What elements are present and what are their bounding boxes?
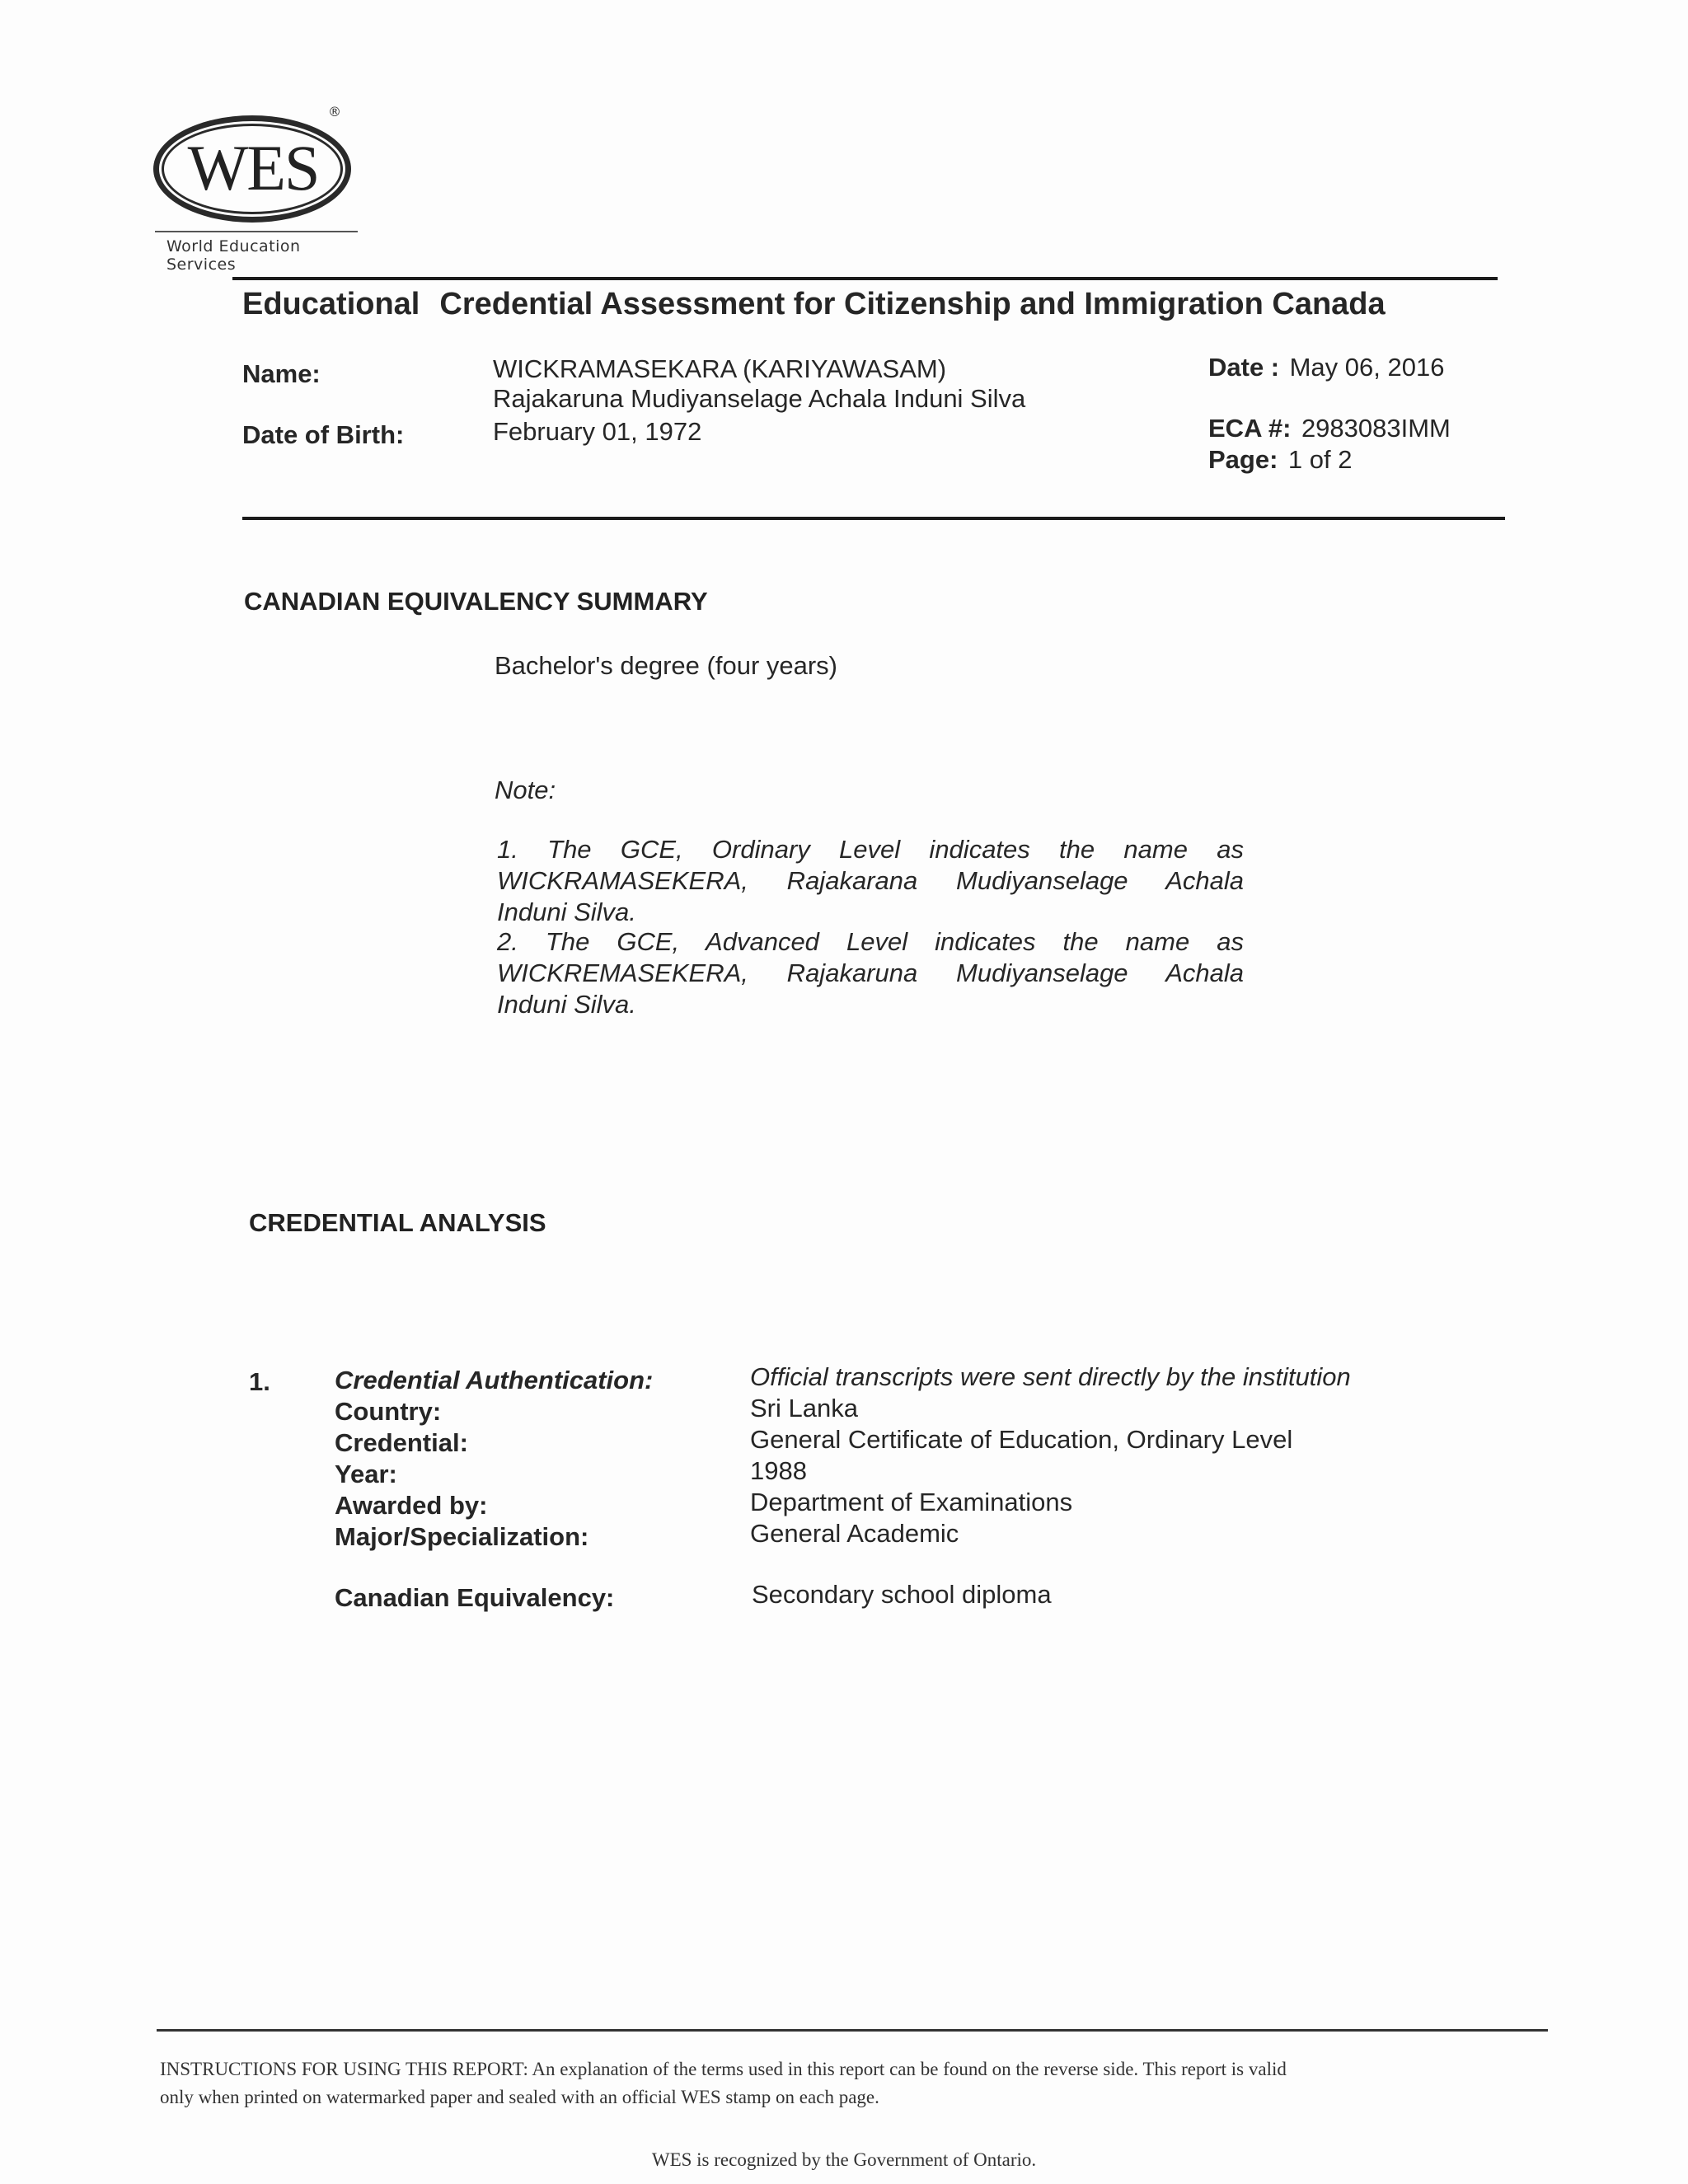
logo-mark: WES (187, 132, 319, 204)
note-1-line-2: WICKRAMASEKERA, Rajakarana Mudiyanselage Achala (497, 866, 1244, 895)
logo-tagline: World Education Services (166, 237, 301, 274)
eca-row (1208, 414, 1451, 443)
registered-mark: ® (328, 104, 341, 120)
page-row (1208, 445, 1352, 475)
header-top-rule (232, 277, 1498, 280)
credential-value: General Certificate of Education, Ordinary Level (750, 1425, 1293, 1454)
major-label: Major/Specialization: (335, 1522, 589, 1551)
page-value: 1 of 2 (1287, 445, 1353, 474)
logo-rule (155, 231, 358, 232)
country-label: Country: (335, 1397, 442, 1426)
credential-labels (335, 1365, 653, 1553)
name-label: Name: (242, 359, 321, 388)
footer-recognition: WES is recognized by the Government of Ontario. (651, 2149, 1037, 2170)
note-label: Note: (495, 776, 556, 804)
equivalency-label: Canadian Equivalency: (335, 1583, 615, 1612)
footer-instructions-line-2: only when printed on watermarked paper and sealed with an official WES stamp on each page. (160, 2087, 879, 2107)
analysis-heading: CREDENTIAL ANALYSIS (249, 1208, 546, 1237)
date-value: May 06, 2016 (1289, 353, 1445, 382)
footer-instructions-line-1: INSTRUCTIONS FOR USING THIS REPORT: An explanation of the terms used in this report can be found on the reverse side. This report is valid (160, 2059, 1287, 2079)
name-line-1: WICKRAMASEKARA (KARIYAWASAM) (493, 354, 947, 383)
summary-heading: CANADIAN EQUIVALENCY SUMMARY (244, 587, 708, 616)
title-part-2: Credential Assessment for Citizenship and Immigration Canada (439, 287, 1386, 321)
credential-item-number: 1. (249, 1367, 270, 1396)
name-line-2: Rajakaruna Mudiyanselage Achala Induni Silva (493, 384, 1026, 413)
report-title (242, 287, 1386, 322)
note-2-line-2: WICKREMASEKERA, Rajakaruna Mudiyanselage Achala (497, 958, 1244, 987)
note-2-line-3: Induni Silva. (497, 990, 636, 1019)
equivalency-value: Secondary school diploma (752, 1580, 1052, 1609)
credential-label: Credential: (335, 1428, 468, 1457)
awarded-by-label: Awarded by: (335, 1491, 488, 1520)
note-1-line-3: Induni Silva. (497, 898, 636, 926)
wes-logo (148, 99, 363, 274)
awarded-by-value: Department of Examinations (750, 1488, 1073, 1516)
note-item-1 (497, 834, 1244, 928)
major-value: General Academic (750, 1519, 959, 1548)
footer-rule (157, 2029, 1548, 2032)
year-label: Year: (335, 1460, 397, 1488)
note-1-line-1: 1. The GCE, Ordinary Level indicates the name as (497, 835, 1244, 864)
header-bottom-rule (242, 517, 1505, 520)
credential-values (750, 1361, 1351, 1549)
date-row (1208, 353, 1444, 382)
date-label: Date : (1208, 353, 1280, 382)
page-label: Page: (1208, 445, 1278, 474)
eca-label: ECA #: (1208, 414, 1292, 443)
authentication-label: Credential Authentication: (335, 1366, 654, 1394)
note-item-2 (497, 926, 1244, 1020)
authentication-value: Official transcripts were sent directly by the institution (750, 1362, 1351, 1391)
summary-equivalency: Bachelor's degree (four years) (495, 651, 838, 680)
country-value: Sri Lanka (750, 1394, 858, 1422)
year-value: 1988 (750, 1456, 807, 1485)
dob-label: Date of Birth: (242, 420, 405, 449)
dob-value: February 01, 1972 (493, 417, 702, 446)
eca-value: 2983083IMM (1301, 414, 1451, 443)
footer-instructions (160, 2055, 1545, 2111)
title-part-1: Educational (242, 287, 420, 321)
note-2-line-1: 2. The GCE, Advanced Level indicates the name as (497, 927, 1244, 956)
